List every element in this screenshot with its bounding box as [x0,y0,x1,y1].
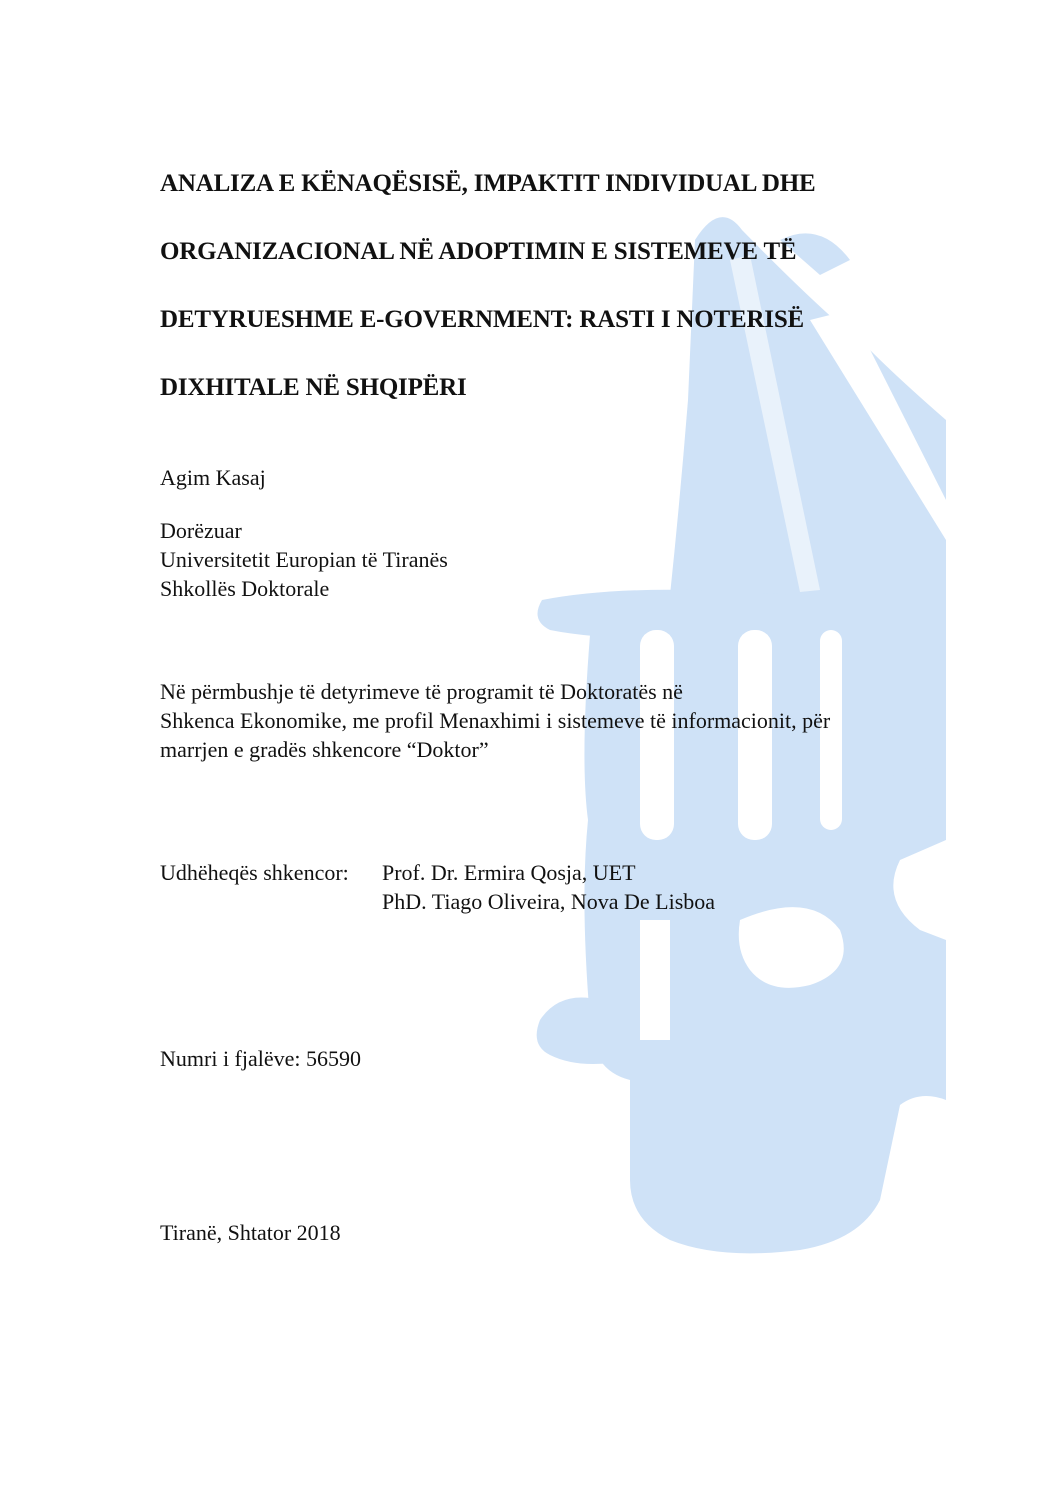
fulfilment-line-3: marrjen e gradës shkencore “Doktor” [160,737,489,762]
supervisor-row-1 [160,858,715,887]
title-line-2: ORGANIZACIONAL NË ADOPTIMIN E SISTEMEVE TË [160,238,797,265]
author-name: Agim Kasaj [160,465,266,490]
supervisor-name-1: Prof. Dr. Ermira Qosja, UET [382,860,636,885]
submission-block [160,516,448,603]
supervisor-block [160,858,715,916]
submitted-line-2: Universitetit Europian të Tiranës [160,547,448,572]
word-count: Numri i fjalëve: 56590 [160,1046,362,1071]
fulfilment-statement [160,677,830,764]
submitted-line-3: Shkollës Doktorale [160,576,330,601]
thesis-title [160,150,960,422]
fulfilment-line-1: Në përmbushje të detyrimeve të programit të Doktoratës në [160,679,683,704]
supervisor-label: Udhëheqës shkencor: [160,860,349,885]
title-line-3: DETYRUESHME E-GOVERNMENT: RASTI I NOTERISË [160,306,805,333]
supervisor-row-2 [160,887,715,916]
supervisor-name-2: PhD. Tiago Oliveira, Nova De Lisboa [382,889,716,914]
title-line-1: ANALIZA E KËNAQËSISË, IMPAKTIT INDIVIDUAL DHE [160,170,816,197]
fulfilment-line-2: Shkenca Ekonomike, me profil Menaxhimi i sistemeve të informacionit, për [160,708,831,733]
title-line-4: DIXHITALE NË SHQIPËRI [160,374,467,401]
submitted-line-1: Dorëzuar [160,518,242,543]
place-and-date: Tiranë, Shtator 2018 [160,1220,341,1245]
